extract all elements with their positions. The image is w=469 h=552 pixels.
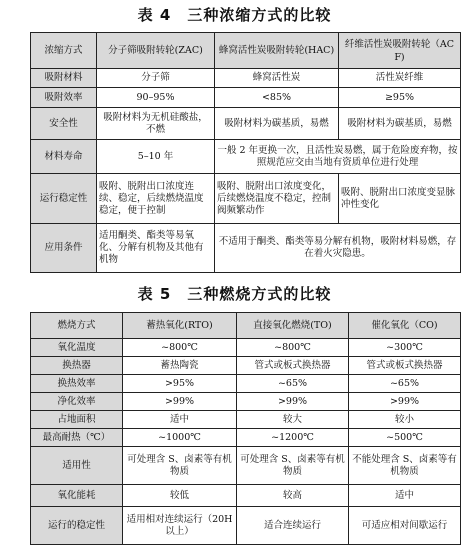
table4-cell: ≥95% xyxy=(339,88,461,108)
table5-cell: 可处理含 S、卤素等有机物质 xyxy=(237,447,349,485)
table5-cell: 适中 xyxy=(349,485,461,507)
table5-cell: >99% xyxy=(349,393,461,411)
table5-row xyxy=(31,393,461,411)
table5-row xyxy=(31,447,461,485)
table5-cell: 可适应相对间歇运行 xyxy=(349,507,461,545)
table4-cell: 适用酮类、酯类等易氧化、分解有机物及其他有机物 xyxy=(97,224,215,273)
table5-row-label: 最高耐热（℃） xyxy=(31,429,123,447)
table4-row-label: 材料寿命 xyxy=(31,140,97,174)
table4-cell: 吸附材料为碳基质，易燃 xyxy=(215,108,339,140)
table5-cell: ~500℃ xyxy=(349,429,461,447)
table4-row xyxy=(31,140,461,174)
table5-cell: 适用相对连续运行（20H 以上） xyxy=(123,507,237,545)
table4-row xyxy=(31,174,461,224)
table5-cell: >95% xyxy=(123,375,237,393)
table5-row-label: 换热效率 xyxy=(31,375,123,393)
table4-row-label: 吸附材料 xyxy=(31,69,97,88)
table5-header-cell: 直接氧化燃烧(TO) xyxy=(237,313,349,339)
table4-cell: 分子筛 xyxy=(97,69,215,88)
table4-cell: 5–10 年 xyxy=(97,140,215,174)
table4-cell: 不适用于酮类、酯类等易分解有机物，吸附材料易燃，存在着火灾隐患。 xyxy=(215,224,461,273)
table4-row-label: 运行稳定性 xyxy=(31,174,97,224)
table4-row xyxy=(31,88,461,108)
table4-cell: 吸附、脱附出口浓度连续、稳定，后续燃烧温度稳定，便于控制 xyxy=(97,174,215,224)
table5-row xyxy=(31,375,461,393)
table5-cell: ~300℃ xyxy=(349,339,461,357)
table4-row-label: 吸附效率 xyxy=(31,88,97,108)
table5-header-cell: 燃烧方式 xyxy=(31,313,123,339)
table4-header-cell: 蜂窝活性炭吸附转轮(HAC) xyxy=(215,33,339,69)
table5-cell: 较高 xyxy=(237,485,349,507)
table5-caption: 表 5 三种燃烧方式的比较 xyxy=(137,285,332,303)
table5-cell: 较低 xyxy=(123,485,237,507)
table5-row-label: 占地面积 xyxy=(31,411,123,429)
table4-header-row xyxy=(31,33,461,69)
table5-cell: ~1200℃ xyxy=(237,429,349,447)
table5-cell: >99% xyxy=(123,393,237,411)
table4-row-label: 应用条件 xyxy=(31,224,97,273)
table4-row xyxy=(31,69,461,88)
table5-cell: 蓄热陶瓷 xyxy=(123,357,237,375)
table5-row-label: 换热器 xyxy=(31,357,123,375)
table5-cell: 适中 xyxy=(123,411,237,429)
table5-row xyxy=(31,485,461,507)
table5-row-label: 氧化能耗 xyxy=(31,485,123,507)
table5-cell: 可处理含 S、卤素等有机物质 xyxy=(123,447,237,485)
table5-cell: 适合连续运行 xyxy=(237,507,349,545)
table5-row xyxy=(31,429,461,447)
table5-cell: ~800℃ xyxy=(123,339,237,357)
table5-cell: 较大 xyxy=(237,411,349,429)
table5-row xyxy=(31,411,461,429)
table5-row-label: 适用性 xyxy=(31,447,123,485)
table5-header-row xyxy=(31,313,461,339)
table4-header-cell: 纤维活性炭吸附转轮（ACF) xyxy=(339,33,461,69)
table4-header-cell: 浓缩方式 xyxy=(31,33,97,69)
table4-cell: 吸附、脱附出口浓度变显脉冲性变化 xyxy=(339,174,461,224)
table4-header-cell: 分子筛吸附转轮(ZAC) xyxy=(97,33,215,69)
table5-row xyxy=(31,339,461,357)
table5-cell: ~65% xyxy=(237,375,349,393)
table4-row xyxy=(31,224,461,273)
table5-row-label: 氧化温度 xyxy=(31,339,123,357)
table4 xyxy=(30,32,461,273)
table5-row-label: 运行的稳定性 xyxy=(31,507,123,545)
table5-cell: ~800℃ xyxy=(237,339,349,357)
table4-cell: 吸附材料为无机硅酸盐，不燃 xyxy=(97,108,215,140)
table5-cell: 管式或板式换热器 xyxy=(237,357,349,375)
table5 xyxy=(30,312,461,545)
table4-cell: 蜂窝活性炭 xyxy=(215,69,339,88)
table5-cell: ~65% xyxy=(349,375,461,393)
table4-cell: <85% xyxy=(215,88,339,108)
table4-caption: 表 4 三种浓缩方式的比较 xyxy=(137,6,332,24)
table5-row xyxy=(31,357,461,375)
table4-cell: 一般 2 年更换一次，且活性炭易燃，属于危险废弃物，按照规范应交由当地有资质单位进行处理 xyxy=(215,140,461,174)
table5-cell: 不能处理含 S、卤素等有机物质 xyxy=(349,447,461,485)
table4-row-label: 安全性 xyxy=(31,108,97,140)
table5-row-label: 净化效率 xyxy=(31,393,123,411)
table5-cell: >99% xyxy=(237,393,349,411)
table5-row xyxy=(31,507,461,545)
table5-cell: 较小 xyxy=(349,411,461,429)
table5-header-cell: 催化氧化（CO) xyxy=(349,313,461,339)
table4-cell: 吸附材料为碳基质，易燃 xyxy=(339,108,461,140)
table4-row xyxy=(31,108,461,140)
table5-cell: 管式或板式换热器 xyxy=(349,357,461,375)
table5-header-cell: 蓄热氧化(RTO) xyxy=(123,313,237,339)
table4-cell: 活性炭纤维 xyxy=(339,69,461,88)
table5-cell: ~1000℃ xyxy=(123,429,237,447)
table4-cell: 吸附、脱附出口浓度变化，后续燃烧温度不稳定，控制阀频繁动作 xyxy=(215,174,339,224)
table4-cell: 90–95% xyxy=(97,88,215,108)
